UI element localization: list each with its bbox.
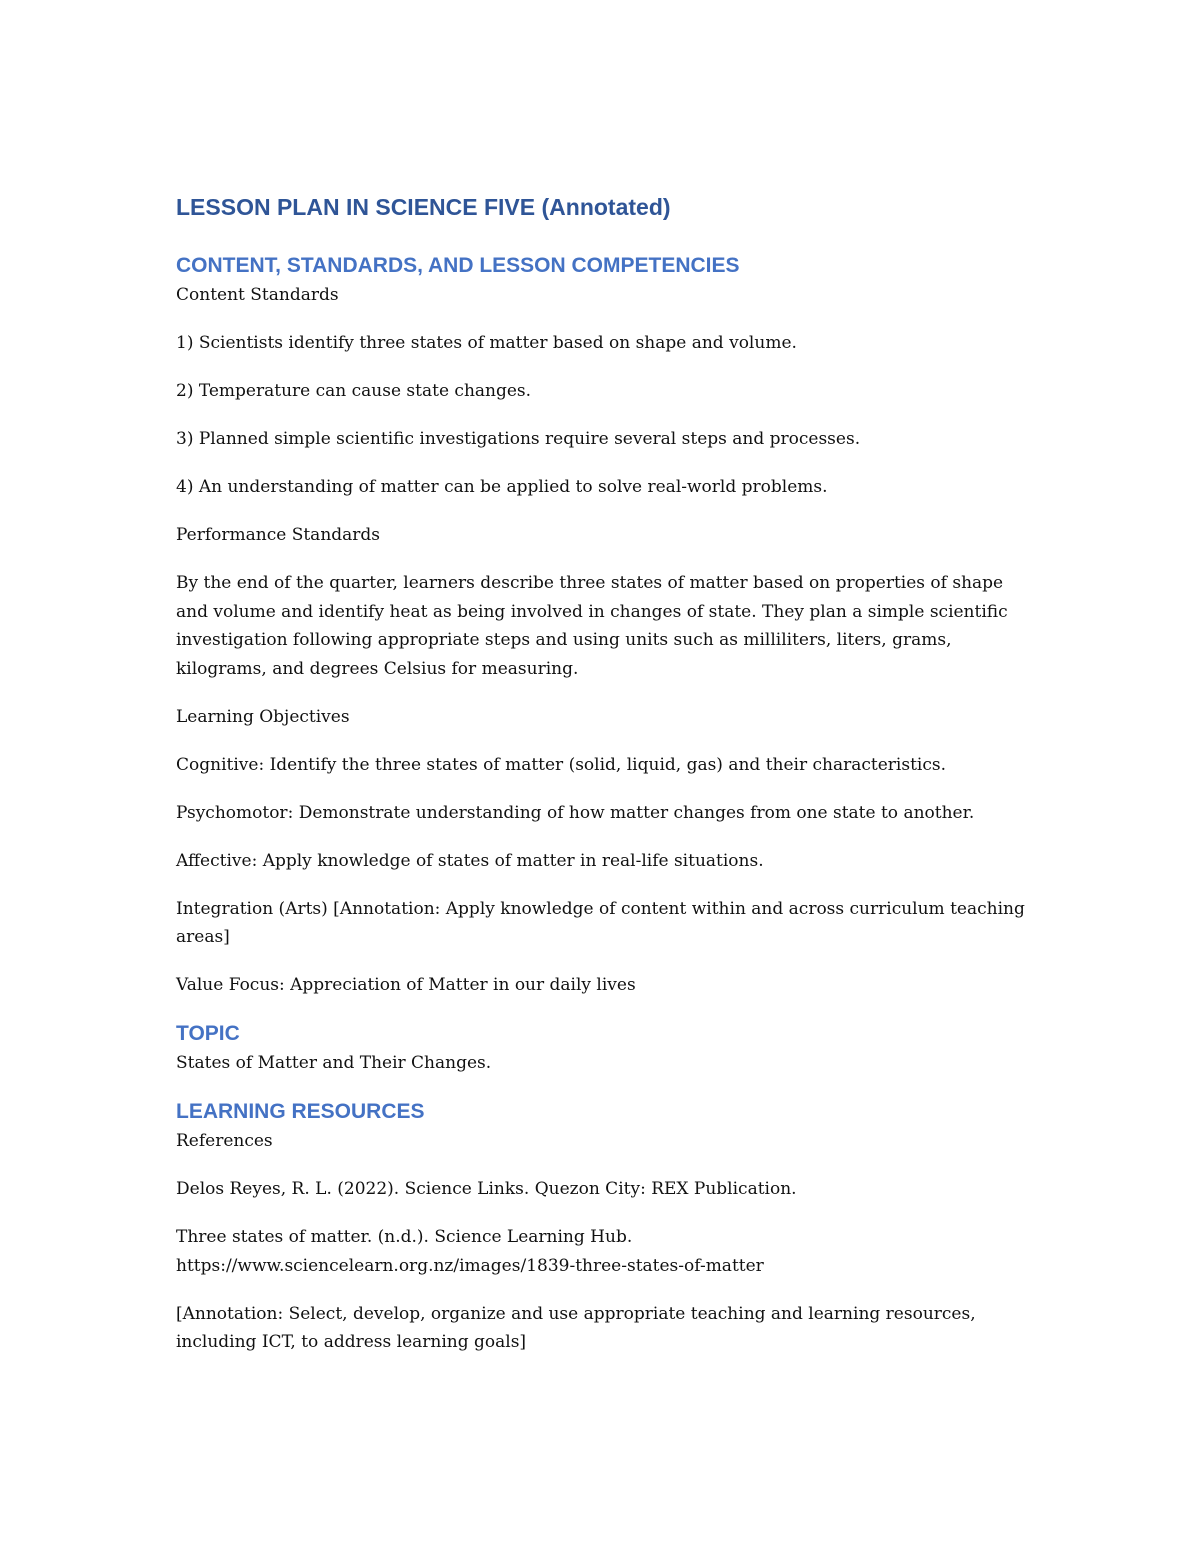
standard-item-1: 1) Scientists identify three states of matter based on shape and volume. (176, 333, 797, 353)
objective-cognitive: Cognitive: Identify the three states of matter (solid, liquid, gas) and their characteristics. (176, 754, 947, 775)
objective-affective: Affective: Apply knowledge of states of matter in real-life situations. (176, 850, 764, 871)
objective-integration: Integration (Arts) [Annotation: Apply knowledge of content within and across curriculum teaching areas] (176, 898, 1025, 947)
reference-item-1: Delos Reyes, R. L. (2022). Science Links. Quezon City: REX Publication. (176, 1179, 797, 1199)
document-page (176, 190, 1036, 1376)
learning-objectives-label: Learning Objectives (176, 706, 350, 727)
section-heading-content-standards: CONTENT, STANDARDS, AND LESSON COMPETENCIES (176, 254, 740, 277)
resources-annotation: [Annotation: Select, develop, organize and use appropriate teaching and learning resources, including ICT, to address learning goals] (176, 1303, 976, 1352)
references-label: References (176, 1131, 273, 1151)
content-standards-label: Content Standards (176, 285, 339, 305)
performance-standards-label: Performance Standards (176, 525, 381, 545)
objective-value-focus: Value Focus: Appreciation of Matter in our daily lives (176, 975, 636, 995)
section-heading-learning-resources: LEARNING RESOURCES (176, 1100, 425, 1123)
standard-item-4: 4) An understanding of matter can be applied to solve real-world problems. (176, 477, 828, 497)
performance-standards-text: By the end of the quarter, learners describe three states of matter based on properties of shape and volume and identify heat as being involved in changes of state. They plan a simple scientific investigation following appropriate steps and using units such as milliliters, liters, grams, kilograms, and degrees Celsius for measuring. (176, 573, 1008, 679)
standard-item-3: 3) Planned simple scientific investigations require several steps and processes. (176, 429, 861, 449)
standard-item-2: 2) Temperature can cause state changes. (176, 381, 532, 401)
topic-text: States of Matter and Their Changes. (176, 1053, 492, 1073)
document-title: LESSON PLAN IN SCIENCE FIVE (Annotated) (176, 194, 671, 220)
reference-item-2: Three states of matter. (n.d.). Science Learning Hub. https://www.sciencelearn.org.nz/images/1839-three-states-of-matter (176, 1227, 764, 1276)
objective-psychomotor: Psychomotor: Demonstrate understanding of how matter changes from one state to another. (176, 802, 975, 823)
section-heading-topic: TOPIC (176, 1022, 240, 1045)
